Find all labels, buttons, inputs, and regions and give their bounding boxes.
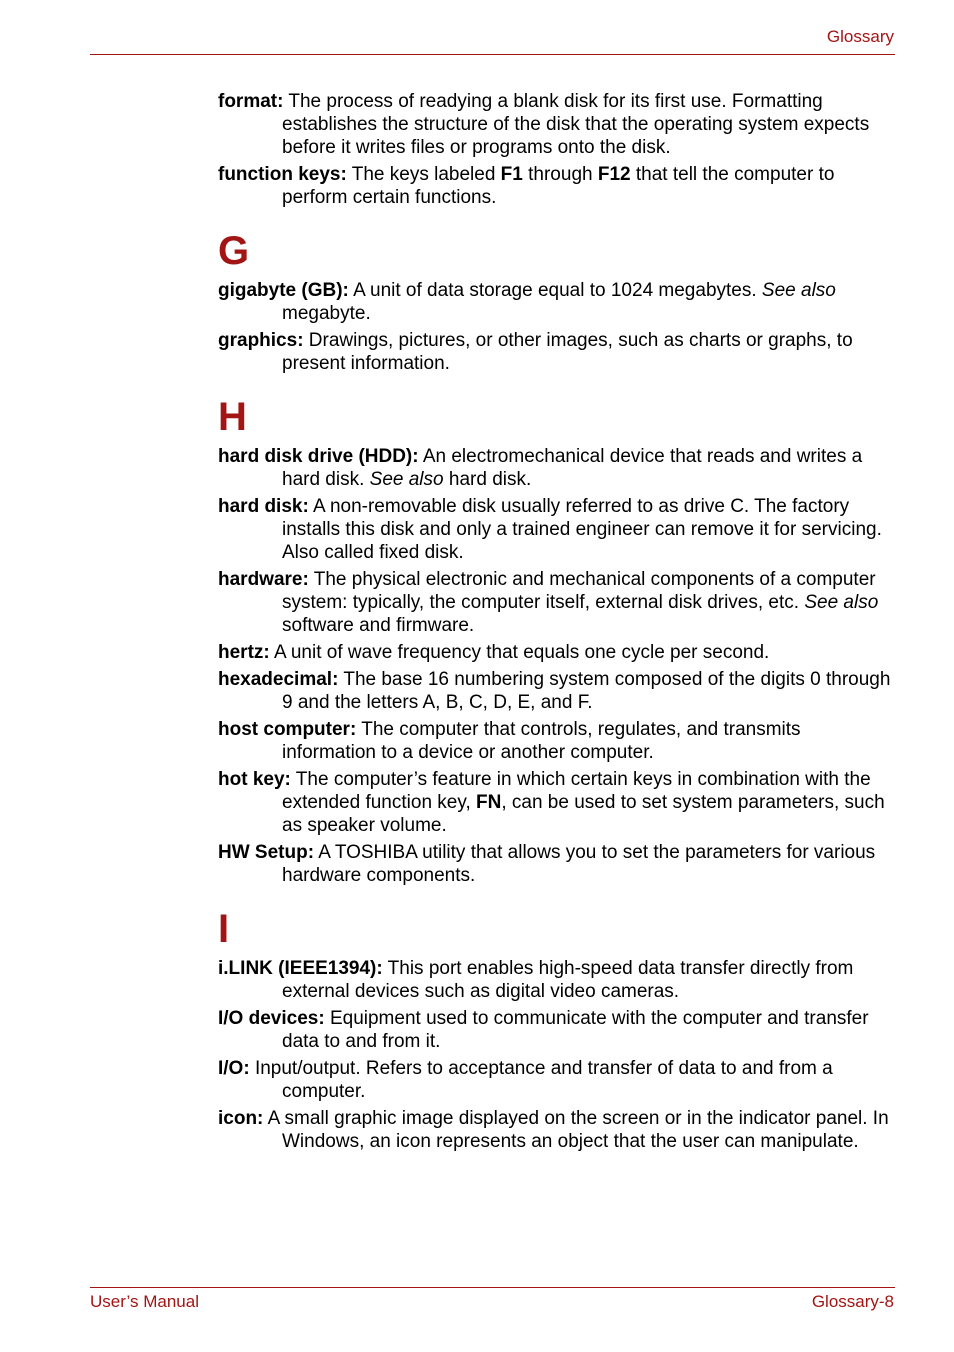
- glossary-entry-hertz: [218, 641, 896, 664]
- entry-definition: An electromechanical device that reads and writes a hard disk.: [282, 446, 863, 490]
- entry-definition: The process of readying a blank disk for its first use. Formatting establishes the structure of the disk that the operating system expects before it writes files or programs onto the disk.: [282, 91, 870, 158]
- section-letter-g: G: [218, 229, 250, 273]
- entry-term: hard disk:: [218, 496, 309, 517]
- entry-definition: A unit of data storage equal to 1024 megabytes.: [348, 280, 762, 301]
- glossary-entry-icon: [218, 1107, 896, 1153]
- see-also-text: See also: [369, 469, 444, 490]
- entry-definition: through: [522, 164, 598, 185]
- entry-definition: software and firmware.: [282, 615, 475, 636]
- entry-term: host computer:: [218, 719, 357, 740]
- entry-term: gigabyte (GB):: [218, 280, 349, 301]
- entry-term: hard disk drive (HDD):: [218, 446, 419, 467]
- key-name-f1: F1: [500, 164, 523, 185]
- entry-definition: A small graphic image displayed on the screen or in the indicator panel. In Windows, an icon represents an object that the user can manipulate.: [263, 1108, 889, 1152]
- glossary-entry-hardware: [218, 568, 896, 637]
- glossary-entry-hard-disk: [218, 495, 896, 564]
- entry-definition: The computer that controls, regulates, and transmits information to a device or another computer.: [282, 719, 801, 763]
- glossary-content: [218, 90, 896, 1157]
- entry-definition: This port enables high-speed data transfer directly from external devices such as digital video cameras.: [282, 958, 854, 1002]
- glossary-entry-gigabyte: [218, 279, 896, 325]
- entry-term: HW Setup:: [218, 842, 315, 863]
- entry-definition: Equipment used to communicate with the computer and transfer data to and from it.: [282, 1008, 869, 1052]
- entry-term: hertz:: [218, 642, 270, 663]
- footer-rule: [90, 1287, 895, 1288]
- see-also-text: See also: [804, 592, 879, 613]
- glossary-entry-io-devices: [218, 1007, 896, 1053]
- entry-definition: that tell the computer to perform certain functions.: [282, 164, 835, 208]
- key-name-fn: FN: [476, 792, 502, 813]
- entry-definition: The computer’s feature in which certain keys in combination with the extended function key,: [282, 769, 871, 813]
- entry-term: icon:: [218, 1108, 264, 1129]
- glossary-entry-hot-key: [218, 768, 896, 837]
- section-letter-h: H: [218, 395, 247, 439]
- footer-manual-title: User’s Manual: [90, 1292, 199, 1311]
- entry-term: I/O:: [218, 1058, 250, 1079]
- entry-definition: A unit of wave frequency that equals one cycle per second.: [269, 642, 770, 663]
- footer-page-number: Glossary-8: [811, 1292, 894, 1311]
- glossary-entry-format: [218, 90, 896, 159]
- page-header-title: Glossary: [826, 27, 894, 46]
- entry-term: hexadecimal:: [218, 669, 339, 690]
- entry-definition: The keys labeled: [346, 164, 501, 185]
- entry-definition: The physical electronic and mechanical components of a computer system: typically, the computer itself, external disk drives, etc.: [282, 569, 876, 613]
- glossary-entry-hexadecimal: [218, 668, 896, 714]
- entry-definition: The base 16 numbering system composed of the digits 0 through 9 and the letters A, B, C, D, E, and F.: [282, 669, 891, 713]
- glossary-entry-graphics: [218, 329, 896, 375]
- entry-term: function keys:: [218, 164, 347, 185]
- glossary-entry-hw-setup: [218, 841, 896, 887]
- glossary-entry-ilink: [218, 957, 896, 1003]
- entry-term: graphics:: [218, 330, 304, 351]
- entry-definition: Input/output. Refers to acceptance and transfer of data to and from a computer.: [249, 1058, 833, 1102]
- see-also-text: See also: [761, 280, 836, 301]
- glossary-entry-hard-disk-drive: [218, 445, 896, 491]
- entry-definition: hard disk.: [443, 469, 532, 490]
- entry-term: i.LINK (IEEE1394):: [218, 958, 383, 979]
- entry-definition: , can be used to set system parameters, such as speaker volume.: [282, 792, 885, 836]
- header-rule: [90, 54, 895, 55]
- glossary-entry-io: [218, 1057, 896, 1103]
- entry-term: I/O devices:: [218, 1008, 325, 1029]
- section-letter-i: I: [218, 907, 230, 951]
- glossary-entry-host-computer: [218, 718, 896, 764]
- key-name-f12: F12: [597, 164, 631, 185]
- entry-term: hardware:: [218, 569, 309, 590]
- entry-term: format:: [218, 91, 284, 112]
- entry-definition: A TOSHIBA utility that allows you to set the parameters for various hardware components.: [282, 842, 876, 886]
- glossary-entry-function-keys: [218, 163, 896, 209]
- entry-definition: megabyte.: [282, 303, 371, 324]
- entry-term: hot key:: [218, 769, 291, 790]
- entry-definition: Drawings, pictures, or other images, such as charts or graphs, to present information.: [282, 330, 853, 374]
- entry-definition: A non-removable disk usually referred to as drive C. The factory installs this disk and only a trained engineer can remove it for servicing. Also called fixed disk.: [282, 496, 882, 563]
